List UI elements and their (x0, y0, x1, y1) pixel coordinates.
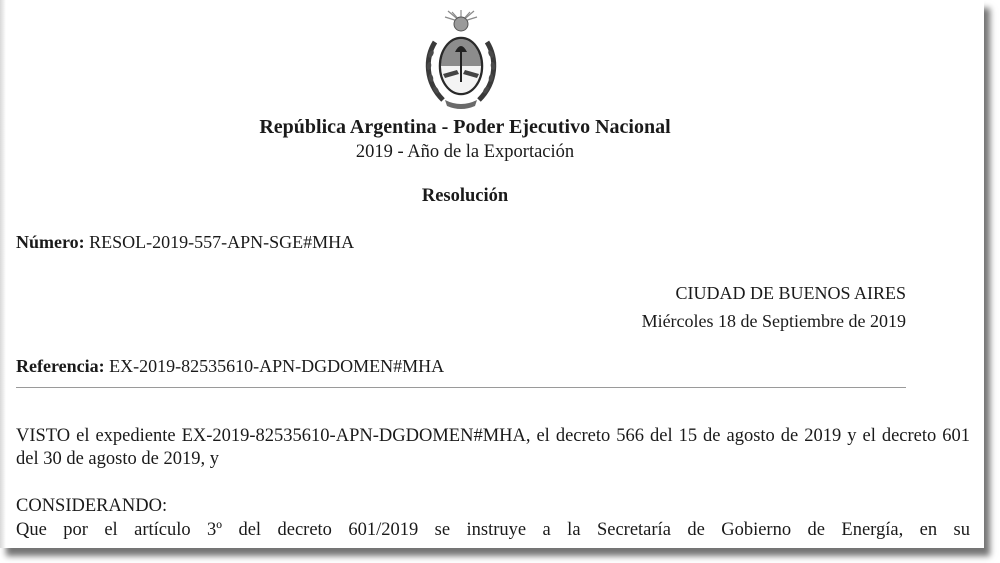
date: Miércoles 18 de Septiembre de 2019 (641, 311, 906, 331)
referencia-line (16, 356, 444, 377)
considerando-heading: CONSIDERANDO: (16, 496, 168, 516)
numero-value: RESOL-2019-557-APN-SGE#MHA (89, 232, 355, 252)
visto-paragraph: VISTO el expediente EX-2019-82535610-APN-DGDOMEN#MHA, el decreto 566 del 15 de agosto de 2019 y el decreto 601 del 30 de agosto de 2019, y (16, 426, 970, 469)
header-title: República Argentina - Poder Ejecutivo Nacional (259, 116, 671, 138)
numero-line (16, 232, 354, 253)
numero-label: Número: (16, 232, 85, 252)
referencia-label: Referencia: (16, 356, 105, 376)
place: CIUDAD DE BUENOS AIRES (675, 283, 906, 303)
document-type: Resolución (421, 186, 509, 206)
divider (16, 387, 906, 388)
referencia-value: EX-2019-82535610-APN-DGDOMEN#MHA (109, 356, 445, 376)
que-paragraph: Que por el artículo 3º del decreto 601/2019 se instruye a la Secretaría de Gobierno de Energía, en su (16, 520, 970, 540)
header-subtitle: 2019 - Año de la Exportación (355, 142, 575, 162)
coat-of-arms-icon (421, 8, 501, 114)
